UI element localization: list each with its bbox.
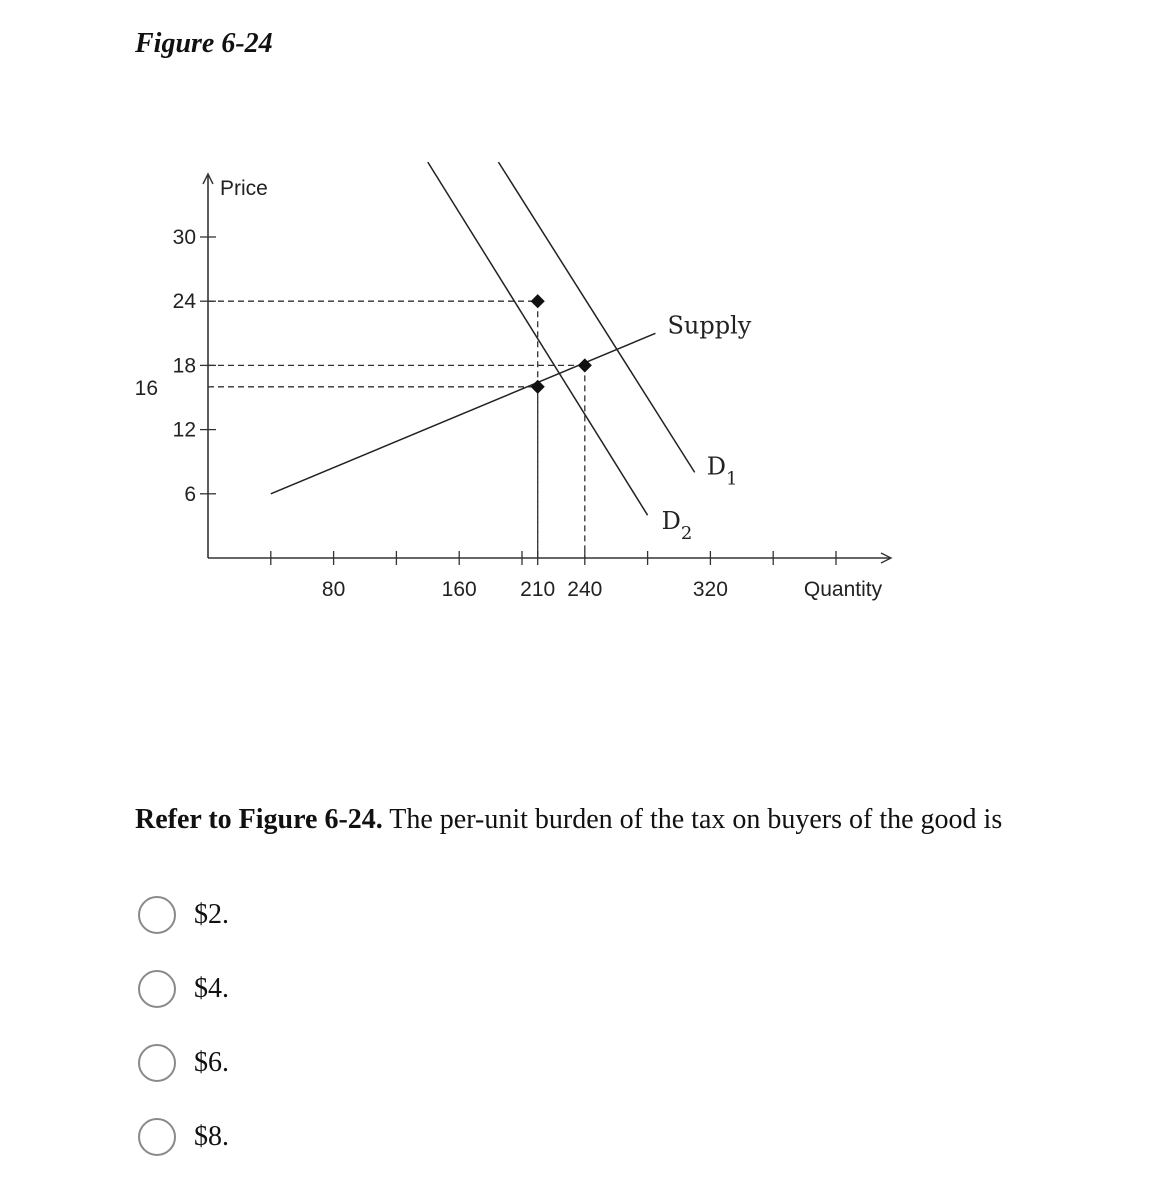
y-tick-label: 12 (172, 418, 196, 442)
curve-d1 (498, 162, 694, 472)
option-8[interactable] (138, 1114, 229, 1160)
y-tick-label: 6 (184, 482, 196, 506)
question-body: The per-unit burden of the tax on buyers of the good is (382, 804, 1003, 835)
answer-options (138, 892, 229, 1188)
x-tick-label: 320 (692, 578, 728, 601)
curve-supply (271, 333, 656, 494)
supply-label: Supply (667, 311, 752, 340)
question-bold: Refer to Figure 6-24. (135, 804, 383, 835)
x-tick-label: 210 (520, 578, 556, 601)
y-tick-label: 30 (172, 226, 196, 249)
option-label: $8. (194, 1121, 229, 1152)
radio-button[interactable] (138, 1044, 176, 1082)
option-label: $2. (194, 899, 229, 930)
y-axis-label: Price (220, 177, 268, 200)
option-6[interactable] (138, 1040, 229, 1086)
radio-button[interactable] (138, 970, 176, 1008)
radio-button[interactable] (138, 896, 176, 934)
x-tick-label: 160 (441, 578, 477, 601)
d1-subscript: 1 (725, 468, 738, 490)
y-tick-label: 18 (172, 354, 196, 378)
radio-button[interactable] (138, 1118, 176, 1156)
buyer-price-point (531, 294, 545, 308)
d2-label: $D_2$ (661, 507, 693, 545)
question-text (135, 800, 1002, 840)
option-2[interactable] (138, 892, 229, 938)
d1-label: $D_1$ (706, 452, 738, 490)
y-tick-label: 24 (172, 290, 196, 314)
x-axis-label: Quantity (803, 578, 883, 601)
option-label: $4. (194, 973, 229, 1004)
figure-title: Figure 6-24 (135, 28, 273, 59)
d2-subscript: 2 (680, 523, 693, 545)
option-label: $6. (194, 1047, 229, 1078)
x-tick-label: 240 (567, 578, 603, 601)
option-4[interactable] (138, 966, 229, 1012)
y-tick-label-extra: 16 (134, 376, 158, 400)
seller-price-point (531, 380, 545, 394)
x-tick-label: 80 (321, 578, 346, 601)
